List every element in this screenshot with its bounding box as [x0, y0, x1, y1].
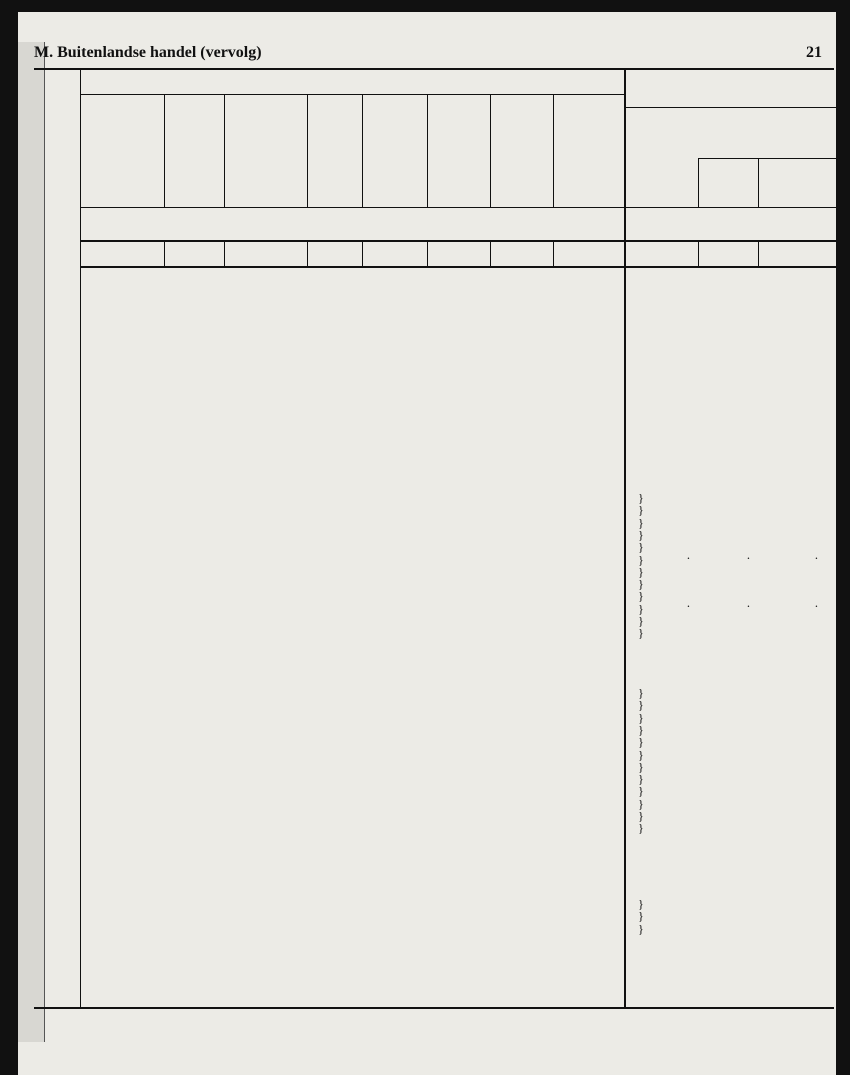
brace-mark: } — [638, 577, 644, 592]
page-title: M. Buitenlandse handel (vervolg) — [34, 44, 262, 61]
num-col-divider — [307, 240, 308, 266]
num-col-divider — [624, 240, 625, 266]
header-col-divider — [307, 94, 308, 207]
brace-mark: } — [638, 897, 644, 911]
brace-mark: } — [638, 503, 644, 518]
brace-mark: } — [638, 747, 644, 762]
brace-mark: } — [638, 601, 644, 616]
brace-mark: } — [638, 515, 644, 530]
brace-mark: } — [638, 796, 644, 811]
header-col-divider — [758, 158, 759, 207]
dot-cell: . — [686, 596, 690, 610]
page-number: 21 — [806, 44, 822, 61]
header-col-divider — [698, 158, 699, 207]
section-rule — [624, 68, 626, 1008]
num-col-divider — [224, 240, 225, 266]
brace-mark: } — [638, 540, 644, 555]
brace-mark: } — [638, 614, 644, 628]
brace-mark: } — [638, 626, 644, 641]
brace-mark: } — [638, 552, 644, 567]
header-col-divider — [427, 94, 428, 207]
dot-cell: . — [746, 596, 750, 610]
header-col-divider — [553, 94, 554, 207]
header-col-divider — [490, 94, 491, 207]
document-page — [18, 12, 836, 1075]
dot-cell: . — [686, 548, 690, 562]
brace-mark: } — [638, 759, 644, 774]
unit-rule — [80, 207, 836, 208]
header-col-divider — [164, 94, 165, 207]
brace-mark: } — [638, 698, 644, 713]
brace-mark: } — [638, 589, 644, 604]
brace-mark: } — [638, 921, 644, 936]
header-col-divider — [362, 94, 363, 207]
brace-mark: } — [638, 710, 644, 725]
frame-left — [80, 68, 81, 1008]
brace-mark: } — [638, 909, 644, 924]
brace-mark: } — [638, 527, 644, 542]
num-col-divider — [490, 240, 491, 266]
brace-mark: } — [638, 491, 644, 505]
num-col-divider — [164, 240, 165, 266]
brace-mark: } — [638, 809, 644, 823]
header-rule-2 — [80, 266, 836, 268]
top-rule — [34, 68, 834, 70]
header-rule — [80, 240, 836, 242]
dot-cell: . — [814, 596, 818, 610]
brace-mark: } — [638, 686, 644, 700]
brace-mark: } — [638, 772, 644, 787]
brace-mark: } — [638, 735, 644, 750]
header-col-divider — [224, 94, 225, 207]
eeg-rule — [624, 107, 836, 108]
brace-mark: } — [638, 564, 644, 579]
num-col-divider — [362, 240, 363, 266]
brace-mark: } — [638, 722, 644, 737]
super-header-rule — [80, 94, 624, 95]
num-col-divider — [758, 240, 759, 266]
dot-cell: . — [746, 548, 750, 562]
bottom-rule — [34, 1007, 834, 1009]
brace-mark: } — [638, 784, 644, 799]
brace-mark: } — [638, 821, 644, 836]
binding-spine — [18, 42, 45, 1042]
num-col-divider — [553, 240, 554, 266]
header-col-divider — [624, 107, 625, 207]
num-col-divider — [427, 240, 428, 266]
num-col-divider — [698, 240, 699, 266]
dot-cell: . — [814, 548, 818, 562]
eeg-sub-rule — [698, 158, 836, 159]
